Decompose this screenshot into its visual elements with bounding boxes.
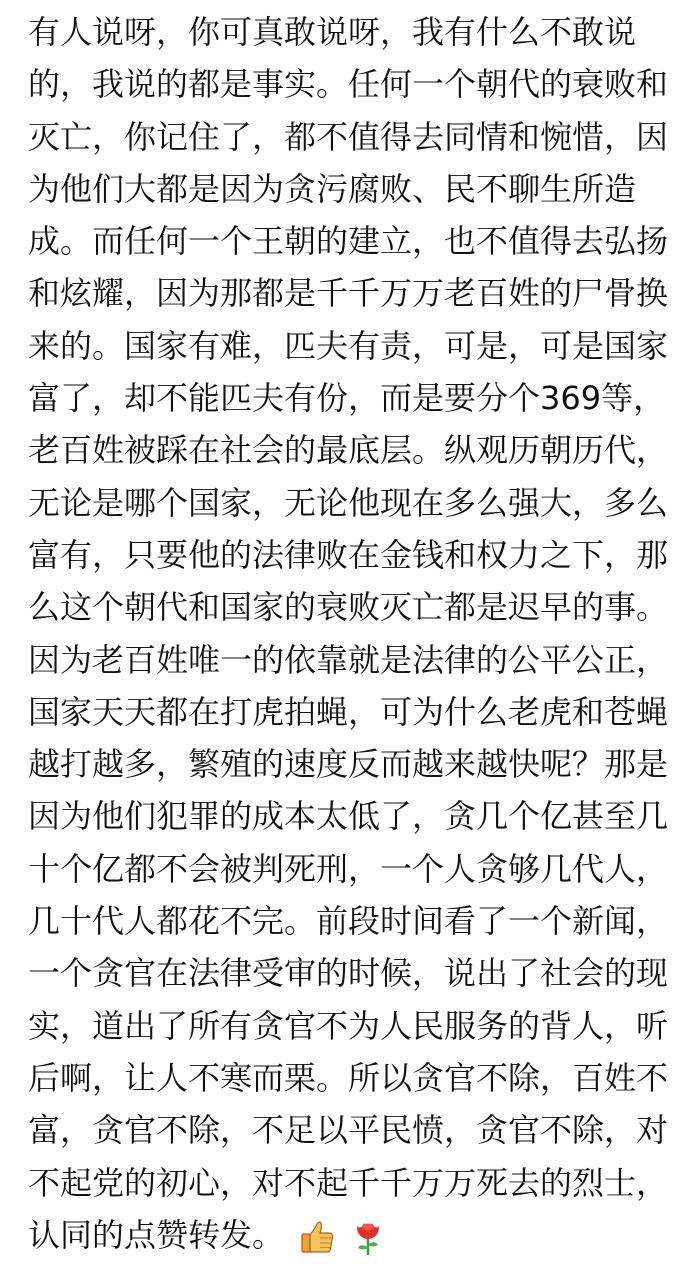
post-line-8: 富了，却不能匹夫有份，而是要分个369等，: [28, 379, 666, 418]
post-line-10: 无论是哪个国家，无论他现在多么强大，多么: [28, 483, 669, 522]
post-text-block: [28, 6, 678, 1261]
post-line-18: 几十代人都花不完。前段时间看了一个新闻，: [28, 902, 669, 941]
post-line-14: 国家天天都在打虎拍蝇，可为什么老虎和苍蝇: [28, 692, 669, 731]
thumbs-up-icon: [298, 1218, 336, 1256]
post-line-24: [28, 1209, 678, 1261]
post-line-24-text: 认同的点赞转发。: [28, 1215, 285, 1254]
post-line-19: 一个贪官在法律受审的时候，说出了社会的现: [28, 954, 669, 993]
post-line-11: 富有，只要他的法律败在金钱和权力之下，那: [28, 535, 669, 574]
post-line-15: 越打越多，繁殖的速度反而越来越快呢？那是: [28, 745, 669, 784]
post-line-13: 因为老百姓唯一的依靠就是法律的公平公正，: [28, 640, 669, 679]
post-line-6: 和炫耀，因为那都是千千万万老百姓的尸骨换: [28, 274, 669, 313]
post-line-22: 富，贪官不除，不足以平民愤，贪官不除，对: [28, 1111, 669, 1150]
post-line-3: 灭亡，你记住了，都不值得去同情和惋惜，因: [28, 117, 669, 156]
post-line-2: 的，我说的都是事实。任何一个朝代的衰败和: [28, 65, 669, 104]
post-line-23: 不起党的初心，对不起千千万万死去的烈士，: [28, 1163, 669, 1202]
post-line-17: 十个亿都不会被判死刑，一个人贪够几代人，: [28, 849, 669, 888]
post-line-7: 来的。国家有难，匹夫有责，可是，可是国家: [28, 326, 669, 365]
post-line-4: 为他们大都是因为贪污腐败、民不聊生所造: [28, 169, 637, 208]
post-line-1: 有人说呀，你可真敢说呀，我有什么不敢说: [28, 13, 637, 51]
rose-icon: [350, 1217, 386, 1257]
post-line-16: 因为他们犯罪的成本太低了，贪几个亿甚至几: [28, 797, 669, 836]
post-line-9: 老百姓被踩在社会的最底层。纵观历朝历代，: [28, 431, 669, 470]
post-line-5: 成。而任何一个王朝的建立，也不值得去弘扬: [28, 222, 669, 261]
post-line-20: 实，道出了所有贪官不为人民服务的背人，听: [28, 1006, 669, 1045]
post-line-21: 后啊，让人不寒而栗。所以贪官不除，百姓不: [28, 1058, 669, 1097]
post-line-12: 么这个朝代和国家的衰败灭亡都是迟早的事。: [28, 588, 669, 627]
